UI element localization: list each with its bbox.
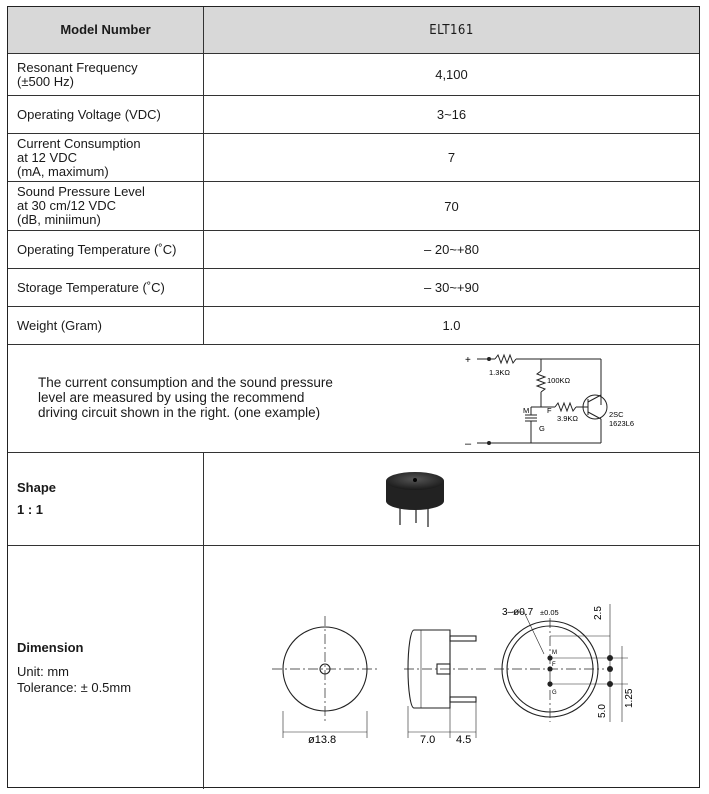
spec-value: – 20~+80 bbox=[424, 242, 479, 257]
r3-label: 3.9KΩ bbox=[557, 414, 579, 423]
spec-value: 1.0 bbox=[442, 318, 461, 333]
pin-g-label: G bbox=[539, 424, 545, 433]
spec-value: 70 bbox=[444, 198, 459, 214]
pitch-bottom-label: 5.0 bbox=[597, 704, 608, 718]
spec-label: Operating Voltage (VDC) bbox=[8, 96, 204, 133]
transistor-label-2: 1623L6 bbox=[609, 419, 635, 428]
pitch-mid-label: 1.25 bbox=[624, 688, 635, 708]
spec-row bbox=[8, 231, 699, 269]
spec-row bbox=[8, 307, 699, 345]
spec-row bbox=[8, 54, 699, 96]
spec-value: 7 bbox=[447, 150, 456, 165]
diameter-label: ø13.8 bbox=[308, 734, 337, 746]
spec-label: Current Consumption at 12 VDC (mA, maximum) bbox=[8, 134, 204, 181]
shape-row bbox=[8, 453, 699, 546]
spec-value: – 30~+90 bbox=[424, 280, 479, 295]
pitch-top-label: 2.5 bbox=[593, 606, 604, 620]
header-row bbox=[8, 7, 699, 54]
minus-terminal: – bbox=[465, 438, 472, 450]
spec-row bbox=[8, 96, 699, 134]
spec-value: 3~16 bbox=[436, 107, 467, 122]
note-row bbox=[8, 345, 699, 453]
spec-value: 4,100 bbox=[435, 67, 468, 82]
spec-sheet bbox=[7, 6, 700, 788]
depth-label: 7.0 bbox=[420, 734, 436, 746]
buzzer-photo bbox=[380, 465, 450, 531]
pin-tolerance-label: ±0.05 bbox=[540, 608, 559, 617]
dimension-row bbox=[8, 546, 699, 789]
dimension-label: Dimension Unit: mm Tolerance: ± 0.5mm bbox=[8, 546, 204, 789]
spec-label: Sound Pressure Level at 30 cm/12 VDC (dB, miniimun) bbox=[8, 182, 204, 230]
model-number: ELT161 bbox=[429, 22, 474, 38]
pin-g-label: G bbox=[552, 690, 557, 696]
spec-label: Resonant Frequency (±500 Hz) bbox=[8, 54, 204, 95]
spec-label: Storage Temperature (˚C) bbox=[8, 269, 204, 306]
pin-m-label: M bbox=[552, 650, 557, 656]
spec-label: Weight (Gram) bbox=[8, 307, 204, 344]
driving-circuit-diagram bbox=[463, 347, 663, 451]
plus-terminal: + bbox=[465, 355, 471, 366]
spec-row bbox=[8, 269, 699, 307]
header-label: Model Number bbox=[8, 7, 204, 53]
pin-spec-label: 3–ø0.7 bbox=[502, 607, 534, 618]
dimension-drawing bbox=[208, 546, 698, 786]
pin-length-label: 4.5 bbox=[456, 734, 472, 746]
r2-label: 100KΩ bbox=[547, 376, 571, 385]
shape-label: Shape 1 : 1 bbox=[8, 453, 204, 545]
measurement-note: The current consumption and the sound pressure level are measured by using the recommend driving circuit shown in the right. (one example) bbox=[38, 375, 333, 420]
transistor-label-1: 2SC bbox=[609, 410, 624, 419]
pin-f-label: F bbox=[552, 662, 556, 668]
spec-label: Operating Temperature (˚C) bbox=[8, 231, 204, 268]
r1-label: 1.3KΩ bbox=[489, 368, 511, 377]
spec-row bbox=[8, 182, 699, 231]
pin-m-label: M bbox=[523, 406, 530, 415]
spec-row bbox=[8, 134, 699, 182]
pin-f-label: F bbox=[547, 406, 552, 415]
